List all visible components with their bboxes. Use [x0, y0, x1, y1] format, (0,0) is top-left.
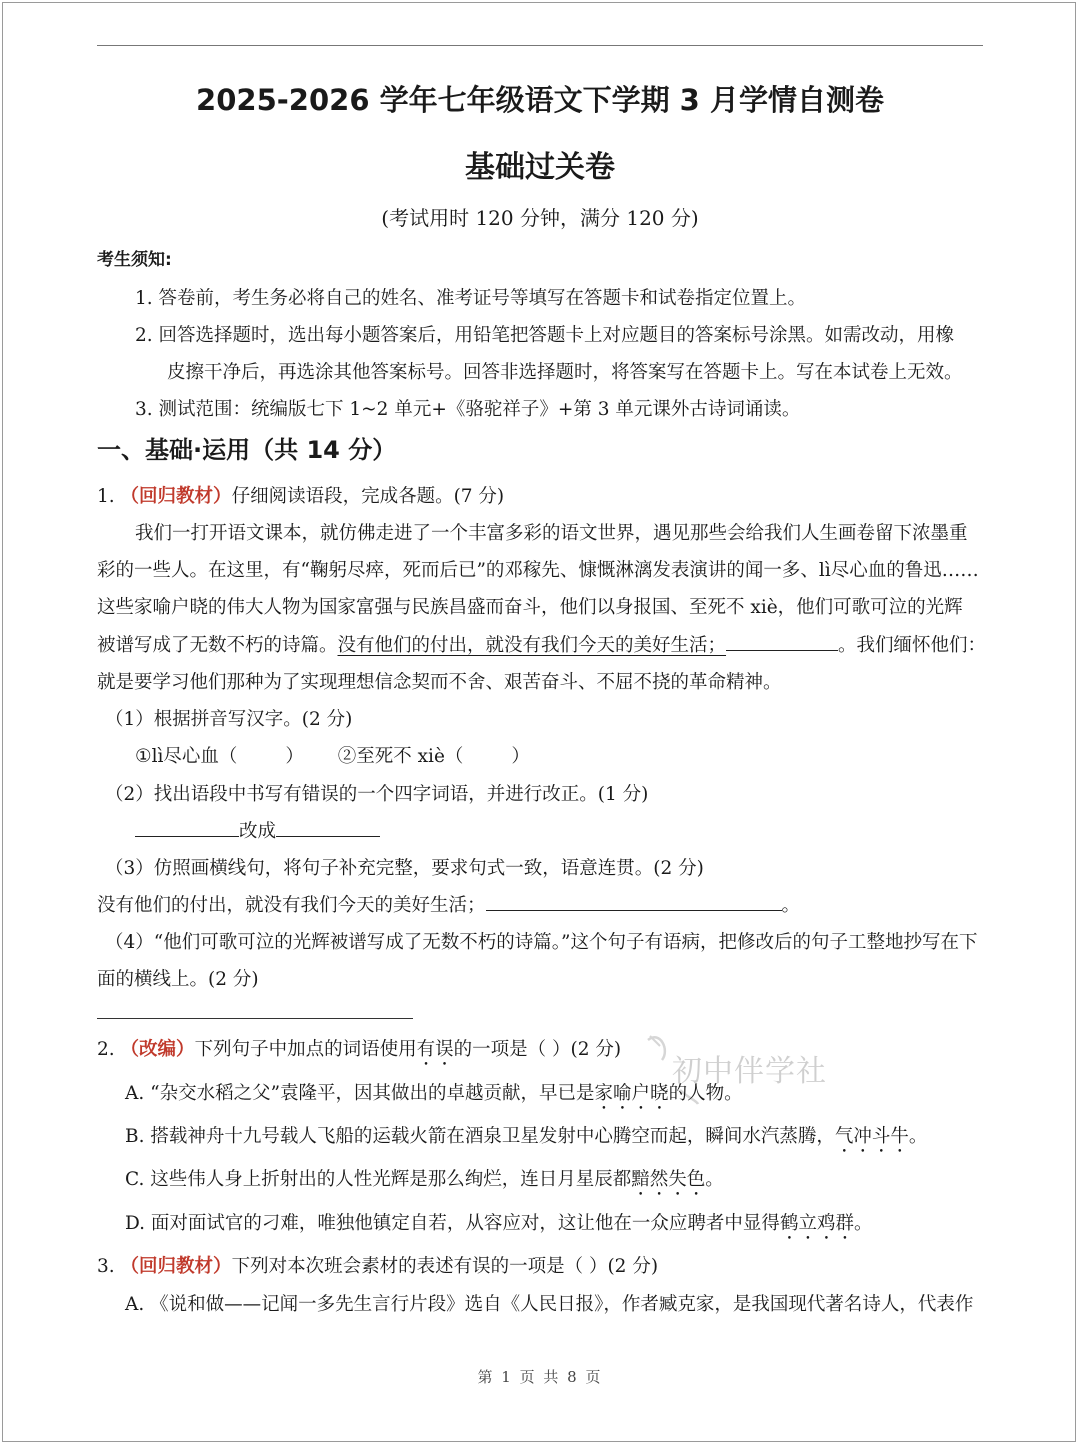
question-2-header: [97, 1035, 621, 1070]
question-stem: 仔细阅读语段，完成各题。(7 分): [231, 486, 505, 507]
notice-item: 3. 测试范围：统编版七下 1~2 单元+《骆驼祥子》+第 3 单元课外古诗词诵读。: [135, 399, 801, 420]
question-number: 1.: [97, 486, 115, 507]
question-3-header: [97, 1252, 658, 1278]
exam-subtitle: 基础过关卷: [465, 150, 615, 185]
imitation-line: [97, 891, 800, 917]
pinyin-item-1: ①lì尽心血（: [135, 746, 238, 767]
answer-blank[interactable]: [726, 632, 838, 651]
emphasis-word: 鹤立鸡群: [779, 1213, 854, 1234]
question-number: 2.: [97, 1039, 115, 1060]
option-text: A. “杂交水稻之父”袁隆平，因其做出的卓越贡献，早已是: [125, 1083, 595, 1104]
option-text: D. 面对面试官的刁难，唯独他镇定自若，从容应对，这让他在一众应聘者中显得: [125, 1213, 780, 1234]
sub-question-1: （1）根据拼音写汉字。(2 分): [105, 709, 353, 730]
notice-title: 考生须知:: [97, 250, 172, 270]
imitation-prompt: 没有他们的付出，就没有我们今天的美好生活；: [97, 895, 486, 916]
sub-question-4-cont: 面的横线上。(2 分): [97, 969, 259, 990]
passage-line: 这些家喻户晓的伟大人物为国家富强与民族昌盛而奋斗，他们以身报国、至死不 xiè，他们可歌可泣的光辉: [97, 597, 963, 618]
top-rule: [97, 45, 983, 46]
option-text: 。: [853, 1213, 873, 1234]
exam-info: (考试用时 120 分钟，满分 120 分): [381, 206, 699, 230]
option-b[interactable]: [125, 1122, 927, 1157]
option-text: 的人物。: [668, 1083, 743, 1104]
question-tag: （改编）: [120, 1039, 195, 1060]
question-tag: （回归教材）: [120, 486, 232, 507]
option-d[interactable]: [125, 1209, 872, 1244]
passage-line: 就是要学习他们那种为了实现理想信念契而不舍、艰苦奋斗、不屈不挠的革命精神。: [97, 672, 782, 693]
correction-line: [135, 817, 380, 843]
passage-line: [97, 631, 986, 657]
option-text: C. 这些伟人身上折射出的人性光辉是那么绚烂，连日月星辰都: [125, 1169, 632, 1190]
answer-blank[interactable]: [276, 818, 380, 837]
option-text: B. 搭载神舟十九号载人飞船的运载火箭在酒泉卫星发射中心腾空而起，瞬间水汽蒸腾，: [125, 1126, 835, 1147]
option-a[interactable]: [125, 1079, 743, 1114]
sub-question-4: （4）“他们可歌可泣的光辉被谱写成了无数不朽的诗篇。”这个句子有语病，把修改后的句子工整地抄写在下: [105, 932, 978, 953]
question-number: 3.: [97, 1256, 115, 1277]
passage-text: 被谱写成了无数不朽的诗篇。: [97, 635, 338, 656]
pinyin-items: [135, 742, 530, 768]
question-tag: （回归教材）: [120, 1256, 232, 1277]
paren-close: ）: [511, 746, 530, 767]
emphasis-word: 有误: [416, 1039, 454, 1060]
answer-line[interactable]: [97, 1018, 413, 1019]
passage-text: 。我们缅怀他们：: [838, 635, 987, 656]
option-text: 。: [705, 1169, 724, 1190]
passage-line: 我们一打开语文课本，就仿佛走进了一个丰富多彩的语文世界，遇见那些会给我们人生画卷留下浓墨重: [135, 523, 968, 544]
option-c[interactable]: [125, 1165, 724, 1200]
question-stem: 下列句子中加点的词语使用: [194, 1039, 417, 1060]
notice-item: 2. 回答选择题时，选出每小题答案后，用铅笔把答题卡上对应题目的答案标号涂黑。如需改动，用橡: [135, 325, 955, 346]
option-text: 。: [908, 1126, 928, 1147]
question-1-header: [97, 482, 504, 508]
emphasis-word: 黯然失色: [631, 1169, 706, 1190]
option-a[interactable]: A. 《说和做——记闻一多先生言行片段》选自《人民日报》，作者臧克家，是我国现代著名诗人，代表作: [125, 1294, 974, 1315]
underlined-sentence: 没有他们的付出，就没有我们今天的美好生活；: [337, 635, 727, 656]
change-to-label: 改成: [239, 821, 277, 842]
section-title: 一、基础·运用（共 14 分）: [97, 436, 397, 464]
period: 。: [781, 895, 801, 916]
pinyin-item-2: ②至死不 xiè（: [337, 746, 464, 767]
question-stem: 下列对本次班会素材的表述有误的一项是（ ）(2 分): [231, 1256, 659, 1277]
notice-item: 1. 答卷前，考生务必将自己的姓名、准考证号等填写在答题卡和试卷指定位置上。: [135, 288, 807, 309]
page-footer: 第 1 页 共 8 页: [477, 1368, 603, 1386]
notice-item: 皮擦干净后，再选涂其他答案标号。回答非选择题时，将答案写在答题卡上。写在本试卷上无效。: [167, 362, 963, 383]
sub-question-2: （2）找出语段中书写有错误的一个四字词语，并进行改正。(1 分): [105, 784, 649, 805]
emphasis-word: 气冲斗牛: [834, 1126, 909, 1147]
watermark: 初中伴学社: [672, 1054, 827, 1089]
emphasis-word: 家喻户晓: [594, 1083, 669, 1104]
paren-close: ）: [285, 746, 304, 767]
answer-blank[interactable]: [135, 818, 239, 837]
passage-line: 彩的一些人。在这里，有“鞠躬尽瘁，死而后已”的邓稼先、慷慨淋漓发表演讲的闻一多、lì尽心血的鲁迅……: [97, 560, 979, 581]
question-stem: 的一项是（ ）(2 分): [453, 1039, 622, 1060]
sub-question-3: （3）仿照画横线句，将句子补充完整，要求句式一致，语意连贯。(2 分): [105, 858, 704, 879]
answer-blank[interactable]: [486, 892, 782, 911]
exam-title: 2025-2026 学年七年级语文下学期 3 月学情自测卷: [196, 83, 884, 117]
